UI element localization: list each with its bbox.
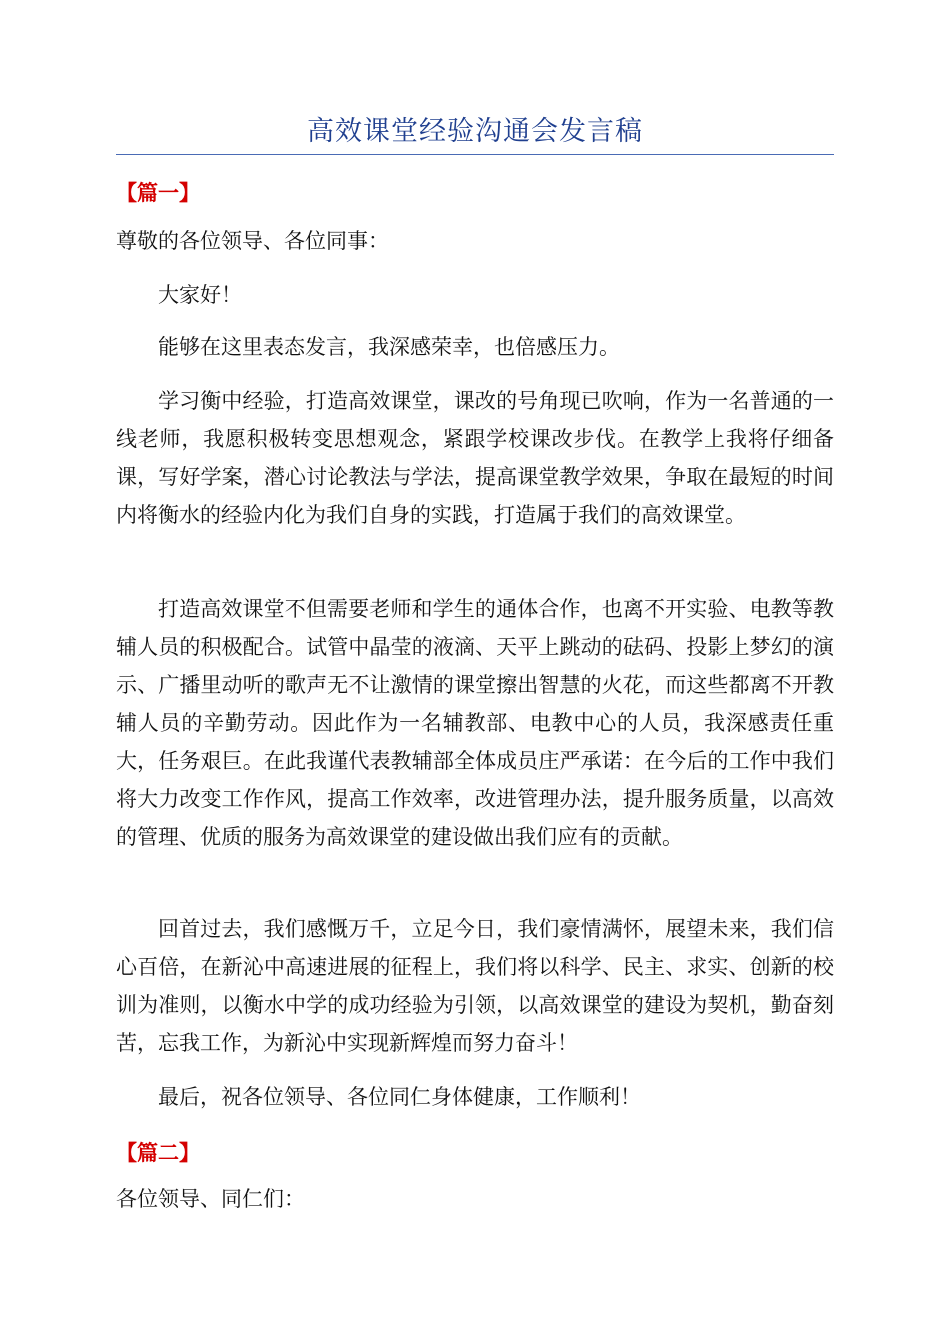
paragraph-intro: 能够在这里表态发言，我深感荣幸，也倍感压力。 — [158, 335, 620, 359]
paragraph-closing: 最后，祝各位领导、各位同仁身体健康，工作顺利！ — [158, 1085, 641, 1109]
salutation-2: 各位领导、同仁们： — [116, 1187, 305, 1211]
paragraph-greeting: 大家好！ — [158, 283, 242, 307]
paragraph-outlook: 回首过去，我们感慨万千，立足今日，我们豪情满怀，展望未来，我们信心百倍，在新沁中高速进展的征程上，我们将以科学、民主、求实、创新的校训为准则，以衡水中学的成功经验为引领，以高效课堂的建设为契机，勤奋刻苦，忘我工作，为新沁中实现新辉煌而努力奋斗！ — [116, 917, 834, 1055]
paragraph-cooperation: 打造高效课堂不但需要老师和学生的通体合作，也离不开实验、电教等教辅人员的积极配合。试管中晶莹的液滴、天平上跳动的砝码、投影上梦幻的演示、广播里动听的歌声无不让激情的课堂擦出智慧的火花，而这些都离不开教辅人员的辛勤劳动。因此作为一名辅教部、电教中心的人员，我深感责任重大，任务艰巨。在此我谨代表教辅部全体成员庄严承诺：在今后的工作中我们将大力改变工作作风，提高工作效率，改进管理办法，提升服务质量，以高效的管理、优质的服务为高效课堂的建设做出我们应有的贡献。 — [116, 597, 834, 849]
section-heading-2: 【篇二】 — [116, 1141, 200, 1165]
section-heading-1: 【篇一】 — [116, 181, 200, 205]
salutation-1: 尊敬的各位领导、各位同事： — [116, 229, 389, 253]
title-underline — [116, 154, 834, 155]
document-title: 高效课堂经验沟通会发言稿 — [307, 116, 643, 147]
paragraph-learning: 学习衡中经验，打造高效课堂，课改的号角现已吹响，作为一名普通的一线老师，我愿积极转变思想观念，紧跟学校课改步伐。在教学上我将仔细备课，写好学案，潜心讨论教法与学法，提高课堂教学效果，争取在最短的时间内将衡水的经验内化为我们自身的实践，打造属于我们的高效课堂。 — [116, 389, 834, 527]
